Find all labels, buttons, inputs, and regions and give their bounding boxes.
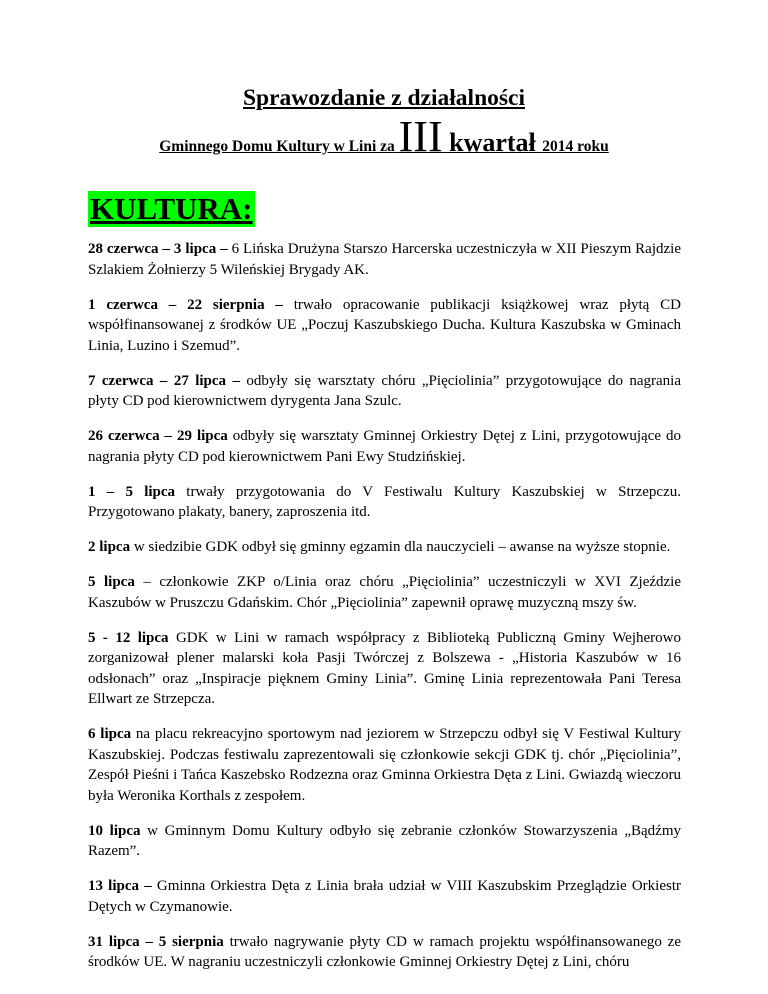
entry-text: trwały przygotowania do V Festiwalu Kultury Kaszubskiej w Strzepczu. Przygotowano plakaty, banery, zaproszenia itd. — [88, 483, 681, 520]
entry — [88, 821, 681, 862]
entry — [88, 482, 681, 523]
document-subtitle — [0, 114, 768, 170]
entry-text: w Gminnym Domu Kultury odbyło się zebranie członków Stowarzyszenia „Bądźmy Razem”. — [88, 822, 681, 859]
entry-date: 1 – 5 lipca — [88, 483, 176, 500]
section-heading: KULTURA: — [90, 191, 253, 226]
entry-date: 6 lipca — [88, 726, 132, 742]
entry-date: 2 lipca — [88, 539, 131, 555]
entry-text: odbyły się warsztaty chóru „Pięciolinia” przygotowujące do nagrania płyty CD pod kierownictwem dyrygenta Jana Szulc. — [88, 372, 681, 409]
entry-date: 5 lipca — [88, 574, 135, 590]
entry-text: na placu rekreacyjno sportowym nad jeziorem w Strzepczu odbył się V Festiwal Kultury Kaszubskiej. Podczas festiwalu zaprezentowali się członkowie sekcji GDK tj. chór „Pięciolinia”, Zespół Pieśni i Tańca Kaszebsko Rodzezna oraz Gminna Orkiestra Dęta z Lini. Gwiazdą wieczoru była Weronika Korthals z zespołem. — [88, 726, 681, 804]
entry — [88, 537, 681, 558]
document-title: Sprawozdanie z działalności — [242, 85, 525, 111]
entry-date: 1 czerwca – 22 sierpnia – — [88, 296, 283, 313]
entry-date: 31 lipca – 5 sierpnia — [88, 933, 224, 950]
entry — [88, 239, 681, 280]
subtitle-part-3: kwartał — [442, 128, 543, 157]
entry-text: trwało opracowanie publikacji książkowej wraz płytą CD współfinansowanej z środków UE „Poczuj Kaszubskiego Ducha. Kultura Kaszubska w Gminach Linia, Luzino i Szemud”. — [88, 296, 681, 354]
entry-date: 28 czerwca – 3 lipca – — [88, 241, 228, 257]
entry — [88, 295, 681, 357]
entry — [88, 932, 681, 973]
entry-text: Gminna Orkiestra Dęta z Linia brała udział w VIII Kaszubskim Przeglądzie Orkiestr Dętych w Czymanowie. — [88, 878, 681, 915]
entry — [88, 628, 681, 710]
entry — [88, 876, 681, 917]
subtitle-quarter-numeral: III — [398, 112, 443, 161]
entry-date: 5 - 12 lipca — [88, 629, 169, 646]
entry-date: 26 czerwca – 29 lipca — [88, 428, 228, 444]
entry-date: 13 lipca – — [88, 878, 152, 894]
entry — [88, 371, 681, 412]
entry-text: trwało nagrywanie płyty CD w ramach projektu współfinansowanego ze środków UE. W nagraniu uczestniczyli członkowie Gminnej Orkiestry Dętej z Lini, chóru — [88, 933, 681, 970]
entry — [88, 572, 681, 613]
entry — [88, 426, 681, 467]
entry-text: odbyły się warsztaty Gminnej Orkiestry Dętej z Lini, przygotowujące do nagrania płyty CD pod kierownictwem Pani Ewy Studzińskiej. — [88, 428, 681, 465]
entry-text: 6 Lińska Drużyna Starszo Harcerska uczestniczyła w XII Pieszym Rajdzie Szlakiem Żołnierzy 5 Wileńskiej Brygady AK. — [88, 241, 681, 278]
entry-date: 7 czerwca – 27 lipca – — [88, 372, 240, 389]
entry-text: w siedzibie GDK odbył się gminny egzamin dla nauczycieli – awanse na wyższe stopnie. — [130, 539, 671, 555]
entries-list — [88, 239, 681, 987]
subtitle-part-4: 2014 roku — [542, 138, 609, 155]
entry-date: 10 lipca — [88, 822, 141, 839]
entry — [88, 724, 681, 806]
subtitle-part-1: Gminnego Domu Kultury w Lini za — [159, 138, 399, 155]
entry-text: GDK w Lini w ramach współpracy z Biblioteką Publiczną Gminy Wejherowo zorganizował plener malarski koła Pasji Twórczej z Bolszewa - „Historia Kaszubów w 16 odsłonach” oraz „Inspiracje pięknem Gminy Linia”. Gminę Linia reprezentowała Pani Teresa Ellwart ze Strzepcza. — [88, 629, 681, 707]
entry-text: – członkowie ZKP o/Linia oraz chóru „Pięciolinia” uczestniczyli w XVI Zjeździe Kaszubów w Pruszczu Gdańskim. Chór „Pięciolinia” zapewnił oprawę muzyczną mszy św. — [88, 574, 681, 611]
